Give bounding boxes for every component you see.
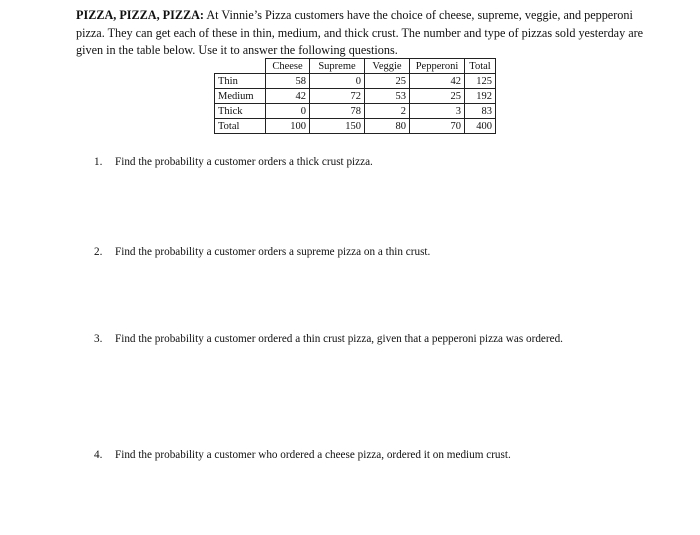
table-cell: 2 bbox=[365, 104, 410, 119]
question-number: 2. bbox=[94, 246, 103, 258]
question-text: Find the probability a customer orders a thick crust pizza. bbox=[115, 156, 373, 168]
question-text: Find the probability a customer who ordered a cheese pizza, ordered it on medium crust. bbox=[115, 449, 511, 461]
pizza-sales-table bbox=[214, 58, 496, 134]
column-header-cheese: Cheese bbox=[266, 59, 310, 74]
table-cell: 400 bbox=[465, 119, 496, 134]
table-cell: 192 bbox=[465, 89, 496, 104]
table-cell: 150 bbox=[310, 119, 365, 134]
table-cell: 42 bbox=[410, 74, 465, 89]
row-label-thin: Thin bbox=[215, 74, 266, 89]
table-corner-cell bbox=[215, 59, 266, 74]
column-header-veggie: Veggie bbox=[365, 59, 410, 74]
question-text: Find the probability a customer ordered a thin crust pizza, given that a pepperoni pizza was ordered. bbox=[115, 333, 563, 345]
question-2 bbox=[94, 245, 430, 259]
intro-paragraph bbox=[76, 7, 656, 60]
table-cell: 72 bbox=[310, 89, 365, 104]
table-cell: 70 bbox=[410, 119, 465, 134]
table-cell: 42 bbox=[266, 89, 310, 104]
table-row-thick bbox=[215, 104, 496, 119]
column-header-total: Total bbox=[465, 59, 496, 74]
table-cell: 100 bbox=[266, 119, 310, 134]
column-header-supreme: Supreme bbox=[310, 59, 365, 74]
table-cell: 25 bbox=[410, 89, 465, 104]
table-header-row bbox=[215, 59, 496, 74]
table-cell: 0 bbox=[310, 74, 365, 89]
question-number: 3. bbox=[94, 333, 103, 345]
table-cell: 80 bbox=[365, 119, 410, 134]
table-cell: 53 bbox=[365, 89, 410, 104]
table-cell: 83 bbox=[465, 104, 496, 119]
table-cell: 78 bbox=[310, 104, 365, 119]
table-row-total bbox=[215, 119, 496, 134]
table-row-medium bbox=[215, 89, 496, 104]
table-cell: 3 bbox=[410, 104, 465, 119]
row-label-total: Total bbox=[215, 119, 266, 134]
question-1 bbox=[94, 155, 373, 169]
question-3 bbox=[94, 332, 563, 346]
intro-text: At Vinnie’s Pizza customers have the choice of cheese, supreme, veggie, and pepperoni pizza. They can get each of these in thin, medium, and thick crust. The number and type of pizzas sold yesterday are given in the table below. Use it to answer the following questions. bbox=[76, 8, 644, 57]
question-4 bbox=[94, 448, 511, 462]
table-cell: 58 bbox=[266, 74, 310, 89]
table-cell: 125 bbox=[465, 74, 496, 89]
question-number: 1. bbox=[94, 156, 103, 168]
row-label-thick: Thick bbox=[215, 104, 266, 119]
table-row-thin bbox=[215, 74, 496, 89]
column-header-pepperoni: Pepperoni bbox=[410, 59, 465, 74]
table-cell: 25 bbox=[365, 74, 410, 89]
intro-heading: PIZZA, PIZZA, PIZZA: bbox=[76, 8, 204, 22]
table-cell: 0 bbox=[266, 104, 310, 119]
row-label-medium: Medium bbox=[215, 89, 266, 104]
question-number: 4. bbox=[94, 449, 103, 461]
question-text: Find the probability a customer orders a supreme pizza on a thin crust. bbox=[115, 246, 431, 258]
